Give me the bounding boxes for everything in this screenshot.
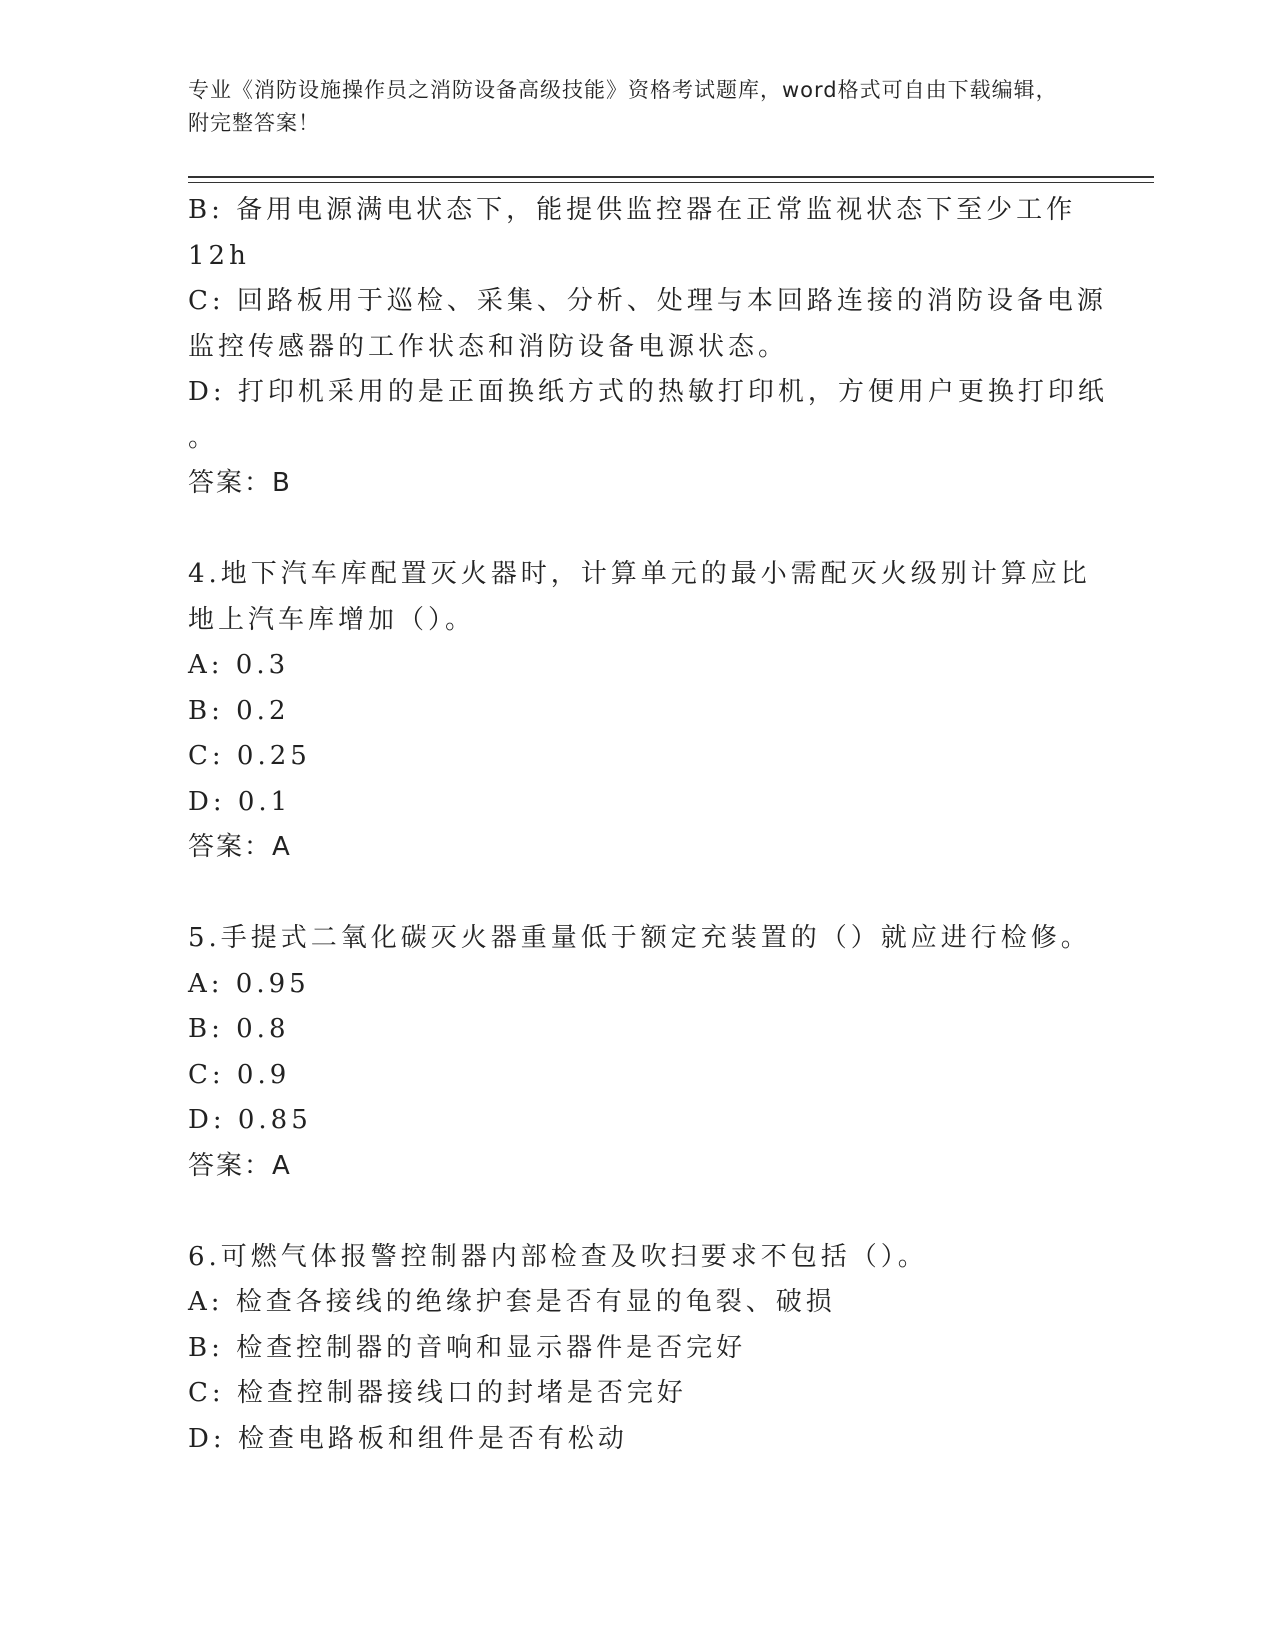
q6-option-b: B: 检查控制器的音响和显示器件是否完好 — [188, 1332, 747, 1363]
q5-option-d: D: 0.85 — [188, 1105, 312, 1135]
q4-answer: 答案：A — [188, 832, 292, 862]
spacer — [188, 871, 1088, 917]
q3-option-d-line2: 。 — [188, 422, 219, 453]
q4-option-d: D: 0.1 — [188, 786, 292, 817]
question-content — [188, 188, 1108, 1462]
q3-option-c-line2: 监控传感器的工作状态和消防设备电源状态。 — [188, 331, 789, 362]
q5-option-b: B: 0.8 — [188, 1014, 290, 1044]
q5-option-a: A: 0.95 — [188, 968, 310, 999]
q3-option-b-line1: B: 备用电源满电状态下，能提供监控器在正常监视状态下至少工作 — [188, 195, 1077, 225]
document-header: 专业《消防设施操作员之消防设备高级技能》资格考试题库，word格式可自由下载编辑，附完整答案！ — [188, 78, 1058, 135]
q6-question: 6.可燃气体报警控制器内部检查及吹扫要求不包括（）。 — [188, 1241, 928, 1272]
q6-option-c: C: 检查控制器接线口的封堵是否完好 — [188, 1378, 687, 1408]
q4-option-a: A: 0.3 — [188, 650, 290, 680]
header-rule-thick — [188, 176, 1154, 178]
header-rule-thin — [188, 182, 1154, 183]
q5-option-c: C: 0.9 — [188, 1059, 291, 1090]
q5-answer: 答案：A — [188, 1150, 292, 1181]
spacer — [188, 1189, 1088, 1235]
q3-option-c-line1: C: 回路板用于巡检、采集、分析、处理与本回路连接的消防设备电源 — [188, 286, 1107, 316]
q4-option-b: B: 0.2 — [188, 695, 290, 726]
spacer — [188, 507, 1088, 553]
q6-option-d: D: 检查电路板和组件是否有松动 — [188, 1423, 628, 1454]
q3-answer: 答案：B — [188, 468, 292, 498]
q6-option-a: A: 检查各接线的绝缘护套是否有显的龟裂、破损 — [188, 1287, 836, 1317]
q4-question-line2: 地上汽车库增加（）。 — [188, 604, 476, 635]
q4-question-line1: 4.地下汽车库配置灭火器时，计算单元的最小需配灭火级别计算应比 — [188, 559, 1091, 589]
q4-option-c: C: 0.25 — [188, 741, 311, 771]
q5-question: 5.手提式二氧化碳灭火器重量低于额定充装置的（）就应进行检修。 — [188, 923, 1091, 953]
q3-option-d-line1: D: 打印机采用的是正面换纸方式的热敏打印机，方便用户更换打印纸 — [188, 377, 1108, 407]
q3-option-b-line2: 12h — [188, 240, 250, 271]
